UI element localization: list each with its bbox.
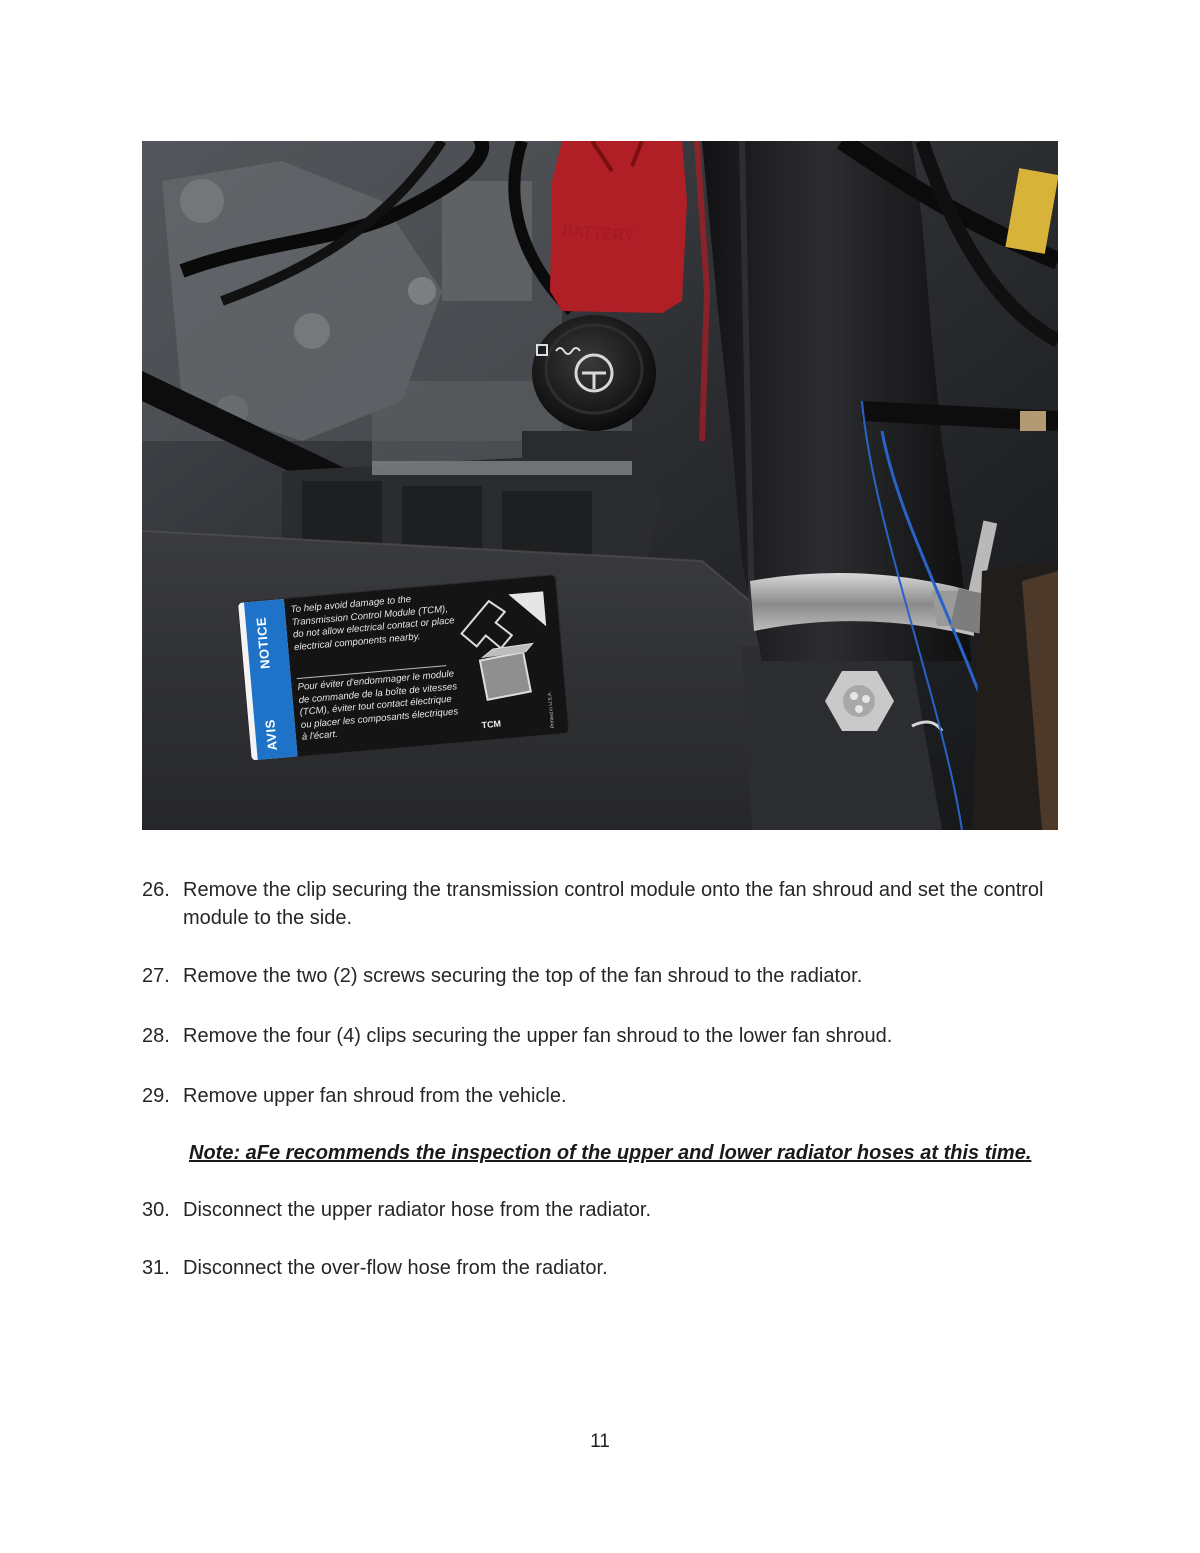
step-number: 30.	[142, 1199, 170, 1221]
tcm-caption: TCM	[481, 718, 502, 731]
step-text: Disconnect the upper radiator hose from the radiator.	[183, 1199, 652, 1221]
step-text: Remove upper fan shroud from the vehicle.	[183, 1085, 567, 1107]
step-text: Disconnect the over-flow hose from the radiator.	[183, 1257, 608, 1279]
step-number: 27.	[142, 965, 170, 987]
inspection-note: Note: aFe recommends the inspection of the upper and lower radiator hoses at this time.	[189, 1142, 1032, 1164]
step-number: 29.	[142, 1085, 170, 1107]
tcm-warning-icon	[448, 586, 558, 714]
step-text: Remove the four (4) clips securing the upper fan shroud to the lower fan shroud.	[183, 1025, 893, 1047]
label-french-text: Pour éviter d'endommager le module de commande de la boîte de vitesses (TCM), éviter tout contact électrique ou placer les composants électriques à l'écart.	[297, 668, 459, 743]
step-text: Remove the two (2) screws securing the top of the fan shroud to the radiator.	[183, 965, 863, 987]
step-number: 28.	[142, 1025, 170, 1047]
step-text: Remove the clip securing the transmission control module onto the fan shroud and set the control module to the side.	[183, 879, 1044, 929]
label-english-text: To help avoid damage to the Transmission Control Module (TCM), do not allow electrical contact or place electrical components nearby.	[290, 593, 455, 653]
step-number: 26.	[142, 879, 170, 901]
avis-label: AVIS	[262, 718, 280, 752]
engine-bay-photo	[142, 141, 1058, 830]
page-number: 11	[590, 1431, 610, 1452]
step-number: 31.	[142, 1257, 170, 1279]
tcm-notice-label	[238, 575, 569, 760]
battery-cover-text: BATTERY	[561, 223, 636, 246]
notice-label: NOTICE	[253, 616, 273, 670]
printed-in-usa: Printed in U.S.A.	[546, 690, 557, 729]
